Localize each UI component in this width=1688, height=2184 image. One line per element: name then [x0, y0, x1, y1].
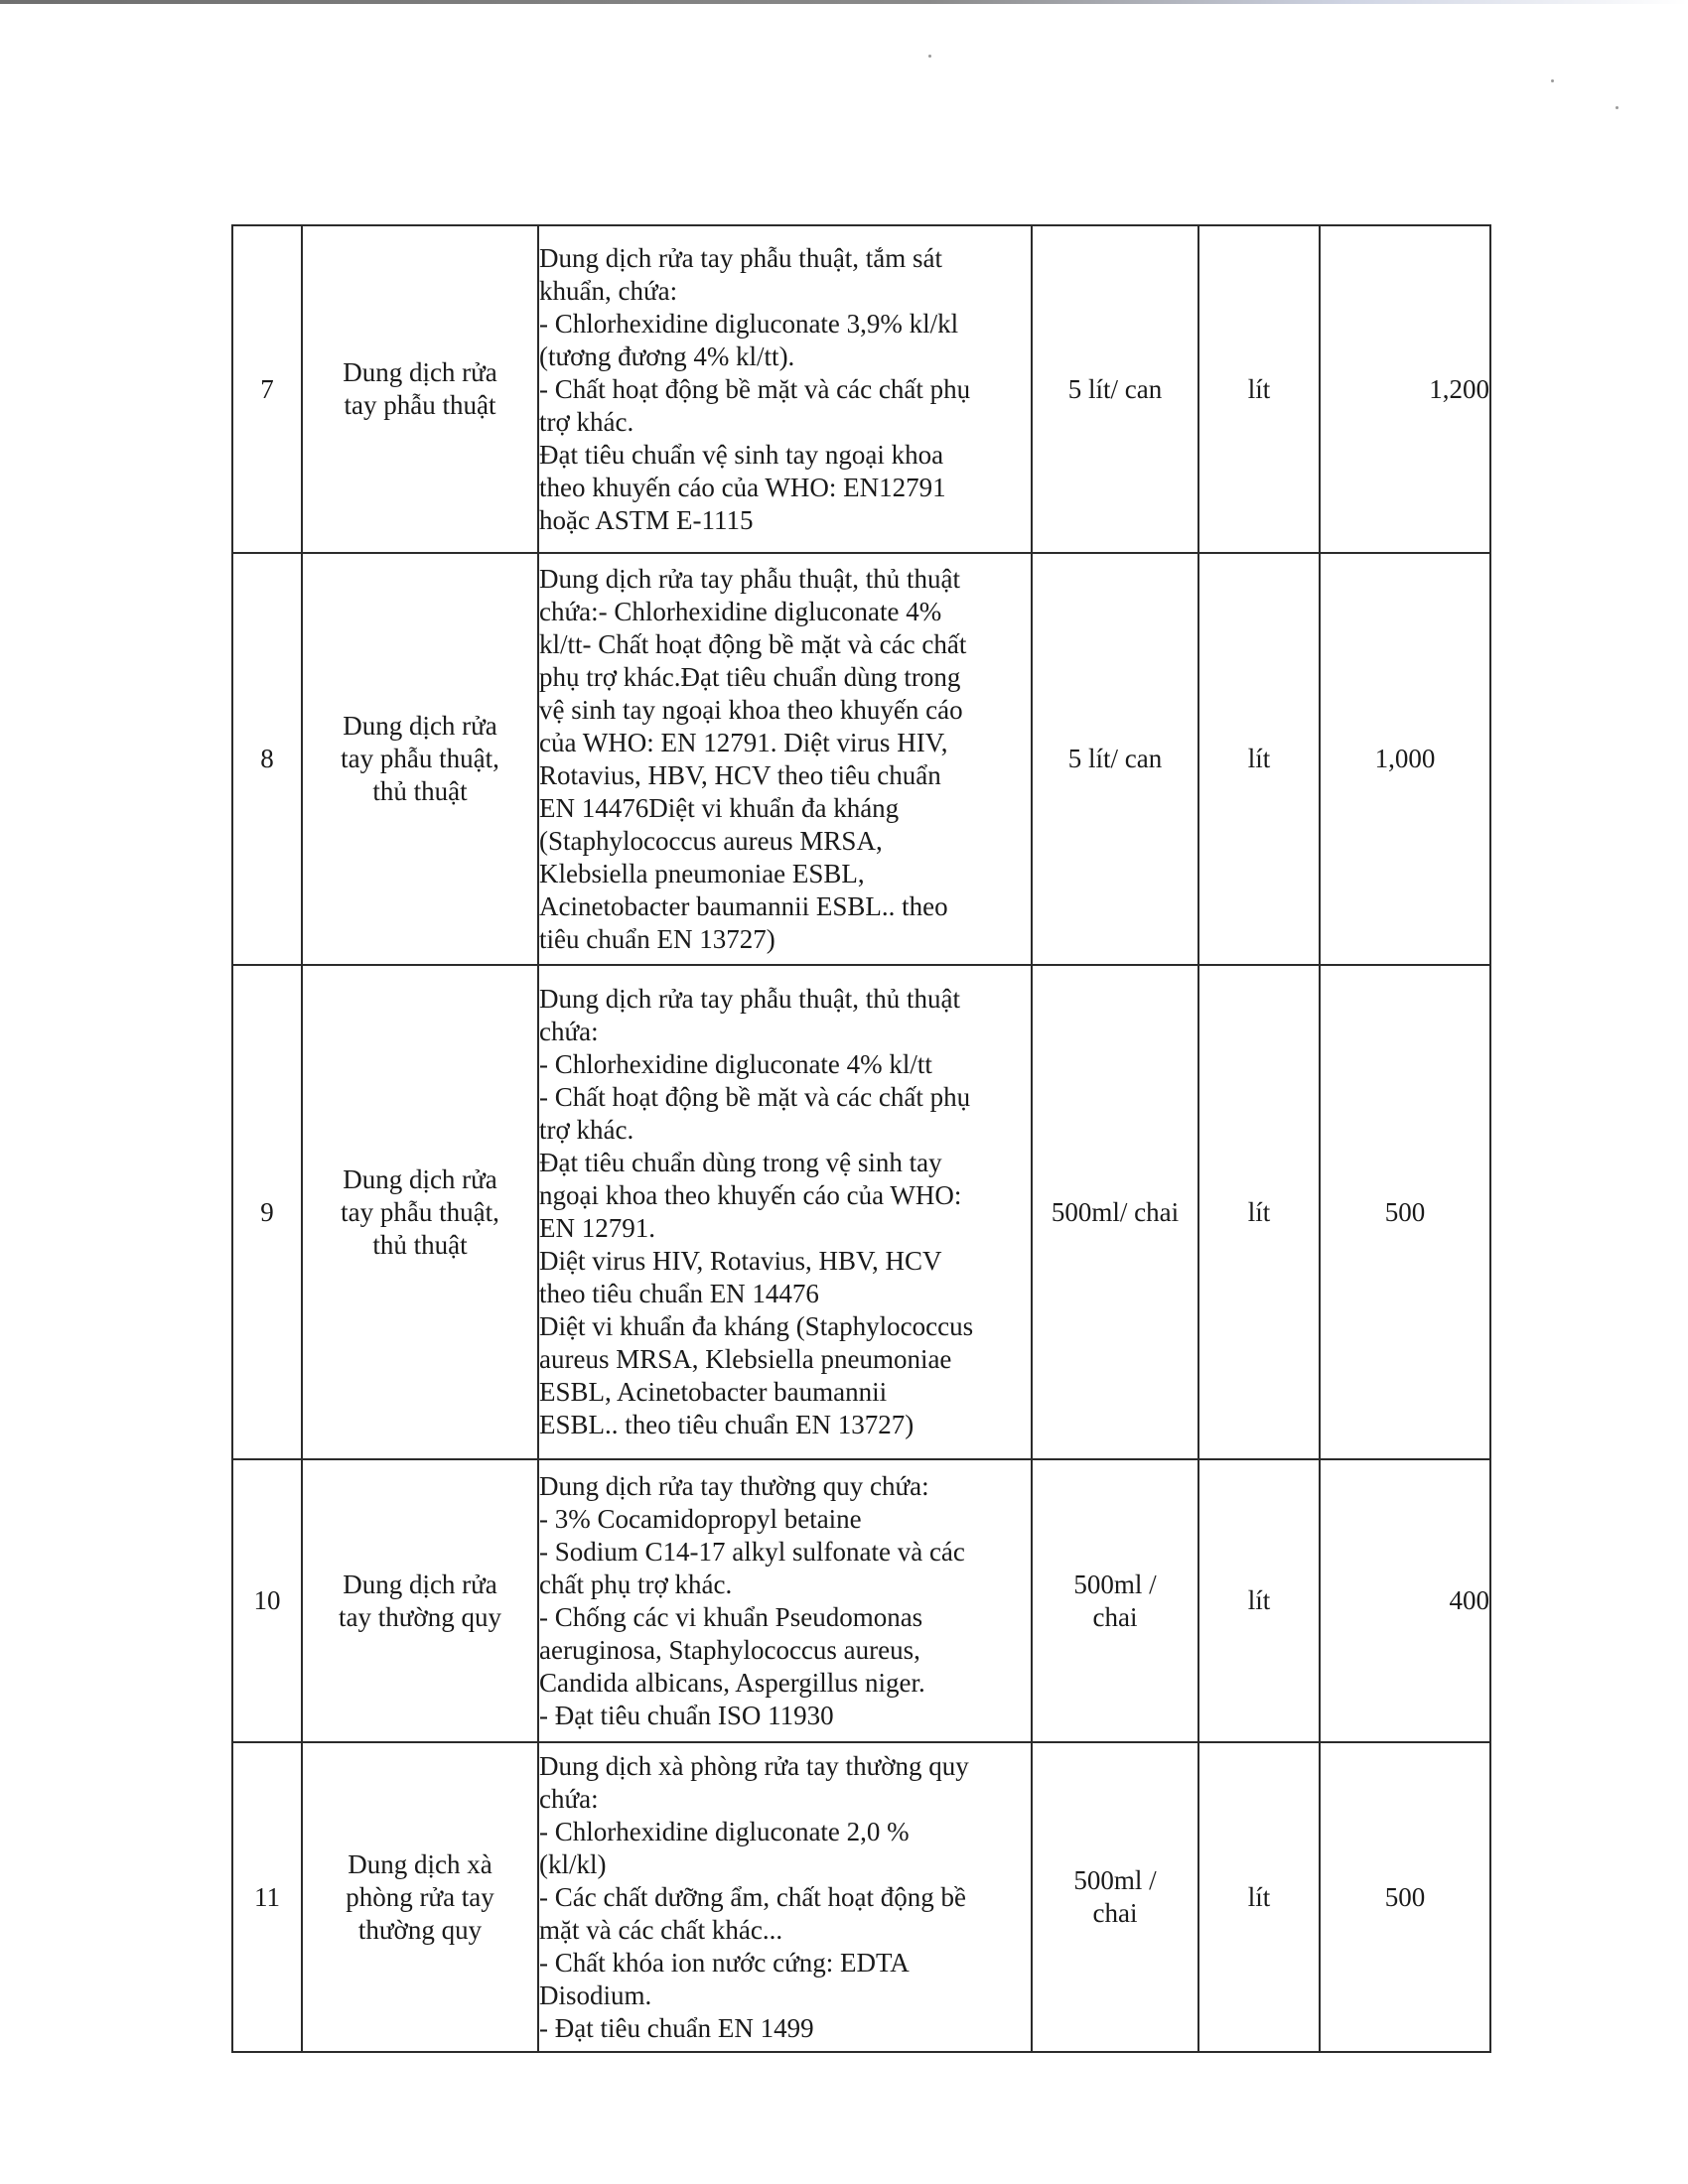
specification-cell	[538, 553, 1032, 965]
specification-line: hoặc ASTM E-1115	[539, 504, 754, 535]
item-number-cell: 10	[232, 1459, 302, 1742]
product-name-line: tay phẫu thuật	[344, 390, 496, 420]
specification-line: (tương đương 4% kl/tt).	[539, 341, 795, 371]
product-name-line: thường quy	[357, 1914, 483, 1945]
specification-line: tiêu chuẩn EN 13727)	[539, 923, 775, 954]
table-row	[232, 1742, 1490, 2052]
specification-line: theo tiêu chuẩn EN 14476	[539, 1279, 819, 1308]
table-row	[232, 553, 1490, 965]
packaging-cell	[1032, 1742, 1198, 2052]
specification-line: - Chống các vi khuẩn Pseudomonas	[539, 1601, 923, 1632]
specification-line: - 3% Cocamidopropyl betaine	[539, 1503, 862, 1534]
scan-speck	[928, 55, 931, 58]
specification-line: chứa:- Chlorhexidine digluconate 4%	[539, 596, 942, 626]
product-name-line: thủ thuật	[372, 1229, 468, 1260]
specification-line: Dung dịch rửa tay phẫu thuật, thủ thuật	[539, 984, 961, 1014]
specification-line: theo khuyến cáo của WHO: EN12791	[539, 472, 946, 502]
specification-line: EN 12791.	[539, 1213, 655, 1243]
specification-line: (Staphylococcus aureus MRSA,	[539, 825, 883, 856]
item-number-cell: 11	[232, 1742, 302, 2052]
specification-line: - Đạt tiêu chuẩn EN 1499	[539, 2012, 814, 2043]
packaging-cell	[1032, 1459, 1198, 1742]
packaging-line: 500ml /	[1073, 1865, 1157, 1895]
specification-line: của WHO: EN 12791. Diệt virus HIV,	[539, 727, 948, 757]
specification-line: Acinetobacter baumannii ESBL.. theo	[539, 890, 948, 921]
product-name-line: Dung dịch rửa	[343, 711, 497, 741]
packaging-cell	[1032, 225, 1198, 553]
specification-line: (kl/kl)	[539, 1848, 607, 1879]
table-row	[232, 225, 1490, 553]
product-name-cell	[302, 965, 538, 1459]
specification-line: Klebsiella pneumoniae ESBL,	[539, 858, 865, 888]
product-name-line: tay thường quy	[339, 1601, 501, 1632]
unit-cell: lít	[1198, 1742, 1320, 2052]
specification-line: phụ trợ khác.Đạt tiêu chuẩn dùng trong	[539, 661, 961, 692]
product-name-line: tay phẫu thuật,	[341, 1196, 499, 1227]
specification-line: chất phụ trợ khác.	[539, 1569, 733, 1599]
specification-line: Dung dịch rửa tay phẫu thuật, thủ thuật	[539, 563, 961, 594]
specification-line: trợ khác.	[539, 1115, 634, 1145]
quantity-cell: 1,000	[1320, 553, 1490, 965]
product-name-line: Dung dịch rửa	[343, 357, 497, 387]
packaging-line: 5 lít/ can	[1067, 373, 1163, 404]
scan-top-edge	[0, 0, 1688, 4]
item-number-cell: 7	[232, 225, 302, 553]
specification-line: ESBL.. theo tiêu chuẩn EN 13727)	[539, 1410, 914, 1439]
specification-line: khuẩn, chứa:	[539, 275, 678, 306]
specification-line: Đạt tiêu chuẩn dùng trong vệ sinh tay	[539, 1148, 942, 1177]
quantity-cell: 500	[1320, 965, 1490, 1459]
packaging-cell	[1032, 965, 1198, 1459]
table-row	[232, 1459, 1490, 1742]
specification-line: Đạt tiêu chuẩn vệ sinh tay ngoại khoa	[539, 439, 944, 470]
specification-line: - Chlorhexidine digluconate 2,0 %	[539, 1816, 910, 1846]
specification-line: ngoại khoa theo khuyến cáo của WHO:	[539, 1180, 962, 1210]
specification-line: Diệt vi khuẩn đa kháng (Staphylococcus	[539, 1311, 974, 1341]
specification-line: aeruginosa, Staphylococcus aureus,	[539, 1634, 920, 1665]
specification-line: Diệt virus HIV, Rotavius, HBV, HCV	[539, 1246, 942, 1276]
specification-line: - Chlorhexidine digluconate 4% kl/tt	[539, 1049, 932, 1079]
quantity-cell: 500	[1320, 1742, 1490, 2052]
packaging-line: 500ml /	[1073, 1569, 1157, 1599]
product-name-line: tay phẫu thuật,	[341, 744, 499, 773]
specification-cell	[538, 1742, 1032, 2052]
scan-speck	[1551, 79, 1554, 82]
packaging-line: 5 lít/ can	[1067, 744, 1163, 773]
quantity-cell: 1,200	[1320, 225, 1490, 553]
quantity-cell: 400	[1320, 1459, 1490, 1742]
item-number-cell: 9	[232, 965, 302, 1459]
packaging-line: chai	[1092, 1601, 1138, 1632]
unit-cell: lít	[1198, 225, 1320, 553]
specification-line: chứa:	[539, 1783, 599, 1814]
packaging-line: chai	[1092, 1898, 1138, 1928]
table-row	[232, 965, 1490, 1459]
specification-line: chứa:	[539, 1017, 599, 1046]
specification-line: - Chlorhexidine digluconate 3,9% kl/kl	[539, 308, 959, 339]
specification-line: trợ khác.	[539, 406, 634, 437]
unit-cell: lít	[1198, 1459, 1320, 1742]
specification-cell	[538, 225, 1032, 553]
unit-cell: lít	[1198, 553, 1320, 965]
specification-line: kl/tt- Chất hoạt động bề mặt và các chất	[539, 628, 967, 659]
specification-line: Rotavius, HBV, HCV theo tiêu chuẩn	[539, 759, 941, 790]
packaging-cell	[1032, 553, 1198, 965]
scan-speck	[1616, 106, 1618, 109]
unit-cell: lít	[1198, 965, 1320, 1459]
specification-line: - Chất hoạt động bề mặt và các chất phụ	[539, 373, 971, 404]
item-number-cell: 8	[232, 553, 302, 965]
specification-line: Candida albicans, Aspergillus niger.	[539, 1667, 925, 1698]
product-name-cell	[302, 553, 538, 965]
specification-line: - Các chất dưỡng ẩm, chất hoạt động bề	[539, 1881, 967, 1912]
specification-line: Dung dịch rửa tay thường quy chứa:	[539, 1470, 929, 1501]
product-name-cell	[302, 1742, 538, 2052]
product-name-line: phòng rửa tay	[346, 1881, 494, 1912]
table-body	[232, 225, 1490, 2052]
product-name-cell	[302, 1459, 538, 1742]
specification-line: vệ sinh tay ngoại khoa theo khuyến cáo	[539, 694, 963, 725]
product-spec-table	[231, 224, 1491, 2053]
product-name-line: Dung dịch rửa	[343, 1163, 497, 1194]
product-name-cell	[302, 225, 538, 553]
specification-cell	[538, 1459, 1032, 1742]
specification-line: EN 14476Diệt vi khuẩn đa kháng	[539, 792, 900, 823]
product-name-line: thủ thuật	[372, 776, 468, 806]
specification-line: - Chất khóa ion nước cứng: EDTA	[539, 1947, 910, 1978]
specification-line: aureus MRSA, Klebsiella pneumoniae	[539, 1344, 952, 1374]
specification-line: Dung dịch rửa tay phẫu thuật, tắm sát	[539, 242, 943, 273]
product-name-line: Dung dịch xà	[348, 1848, 492, 1879]
product-name-line: Dung dịch rửa	[343, 1569, 497, 1599]
specification-line: Dung dịch xà phòng rửa tay thường quy	[539, 1750, 969, 1781]
specification-line: Disodium.	[539, 1979, 652, 2010]
specification-cell	[538, 965, 1032, 1459]
specification-line: ESBL, Acinetobacter baumannii	[539, 1377, 888, 1407]
specification-line: - Đạt tiêu chuẩn ISO 11930	[539, 1700, 834, 1730]
specification-line: mặt và các chất khác...	[539, 1914, 783, 1945]
specification-line: - Sodium C14-17 alkyl sulfonate và các	[539, 1536, 965, 1567]
packaging-line: 500ml/ chai	[1051, 1196, 1180, 1227]
specification-line: - Chất hoạt động bề mặt và các chất phụ	[539, 1082, 971, 1112]
